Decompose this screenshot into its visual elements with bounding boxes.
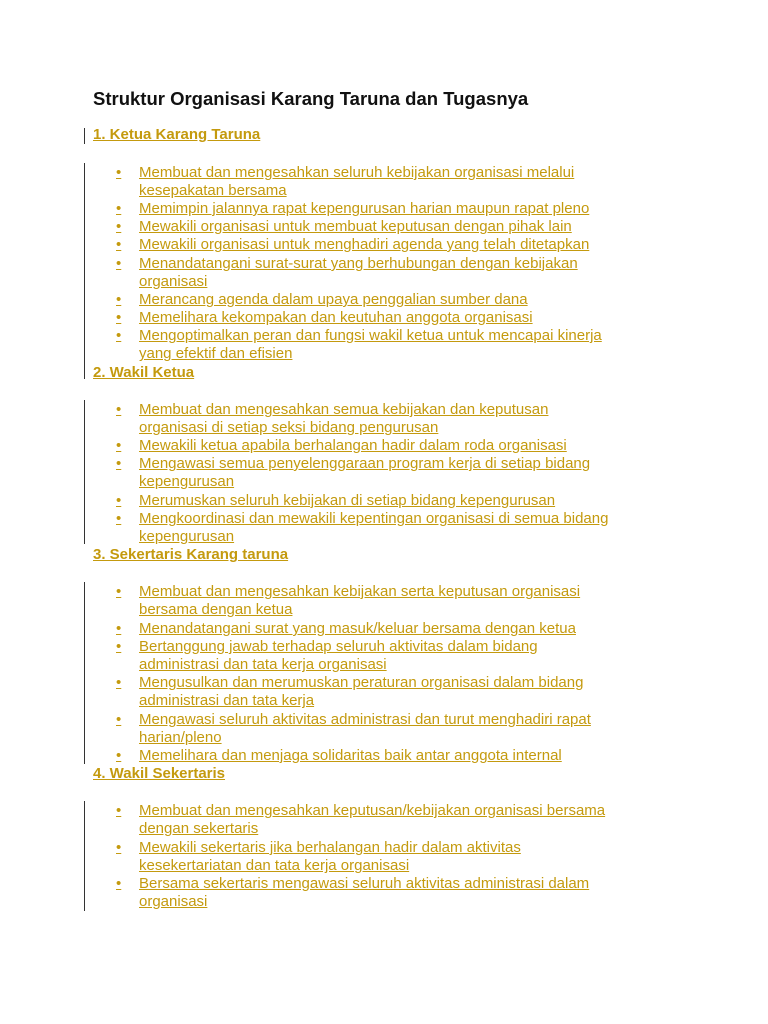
- list-item-link[interactable]: Membuat dan mengesahkan semua kebijakan dan keputusan organisasi di setiap seksi bidang pengurusan: [139, 401, 549, 437]
- bullet-icon: •: [116, 583, 122, 600]
- list-item[interactable]: [116, 674, 676, 710]
- list-item-link[interactable]: Mewakili organisasi untuk menghadiri agenda yang telah ditetapkan: [139, 236, 590, 253]
- list-item-link[interactable]: Memimpin jalannya rapat kepengurusan harian maupun rapat pleno: [139, 200, 590, 217]
- bullet-icon: •: [116, 674, 122, 691]
- list-item-link[interactable]: Mengkoordinasi dan mewakili kepentingan organisasi di semua bidang kepengurusan: [139, 510, 609, 546]
- section-marker: [84, 128, 85, 144]
- list-item[interactable]: [116, 455, 676, 491]
- bullet-icon: •: [116, 291, 122, 308]
- bullet-icon: •: [116, 327, 122, 344]
- bullet-icon: •: [116, 711, 122, 728]
- section-heading-link[interactable]: 2. Wakil Ketua: [93, 364, 195, 381]
- list-marker: [84, 582, 85, 764]
- list-item[interactable]: [116, 875, 676, 911]
- list-item[interactable]: [116, 492, 676, 510]
- list-item[interactable]: [116, 218, 676, 236]
- list-item[interactable]: [116, 200, 676, 218]
- bullet-icon: •: [116, 164, 122, 181]
- list-item[interactable]: [116, 401, 676, 437]
- list-item-link[interactable]: Memelihara dan menjaga solidaritas baik antar anggota internal: [139, 747, 562, 764]
- list-item-link[interactable]: Mewakili organisasi untuk membuat keputusan dengan pihak lain: [139, 218, 572, 235]
- list-item-link[interactable]: Membuat dan mengesahkan seluruh kebijakan organisasi melalui kesepakatan bersama: [139, 164, 575, 200]
- bullet-icon: •: [116, 492, 122, 509]
- list-item[interactable]: [116, 291, 676, 309]
- list-item-link[interactable]: Bertanggung jawab terhadap seluruh aktivitas dalam bidang administrasi dan tata kerja organisasi: [139, 638, 538, 674]
- list-item[interactable]: [116, 236, 676, 254]
- list-item-link[interactable]: Mengoptimalkan peran dan fungsi wakil ketua untuk mencapai kinerja yang efektif dan efisien: [139, 327, 602, 363]
- list-item[interactable]: [116, 309, 676, 327]
- list-item[interactable]: [116, 437, 676, 455]
- bullet-icon: •: [116, 802, 122, 819]
- list-item-link[interactable]: Membuat dan mengesahkan kebijakan serta keputusan organisasi bersama dengan ketua: [139, 583, 581, 619]
- list-item[interactable]: [116, 638, 676, 674]
- bullet-icon: •: [116, 437, 122, 454]
- list-item[interactable]: [116, 583, 676, 619]
- list-item[interactable]: [116, 327, 676, 363]
- list-item[interactable]: [116, 839, 676, 875]
- list-item-link[interactable]: Mengawasi seluruh aktivitas administrasi dan turut menghadiri rapat harian/pleno: [139, 711, 591, 747]
- bullet-icon: •: [116, 638, 122, 655]
- list-item-link[interactable]: Menandatangani surat yang masuk/keluar bersama dengan ketua: [139, 620, 576, 637]
- bullet-icon: •: [116, 236, 122, 253]
- list-item-link[interactable]: Merancang agenda dalam upaya penggalian sumber dana: [139, 291, 528, 308]
- section-heading-link[interactable]: 4. Wakil Sekertaris: [93, 765, 226, 782]
- list-item-link[interactable]: Mewakili sekertaris jika berhalangan hadir dalam aktivitas kesekertariatan dan tata kerja organisasi: [139, 839, 521, 875]
- section-heading-link[interactable]: 1. Ketua Karang Taruna: [93, 126, 261, 143]
- bullet-icon: •: [116, 218, 122, 235]
- list-item[interactable]: [116, 620, 676, 638]
- list-item[interactable]: [116, 164, 676, 200]
- list-item-link[interactable]: Membuat dan mengesahkan keputusan/kebijakan organisasi bersama dengan sekertaris: [139, 802, 606, 838]
- list-marker: [84, 801, 85, 911]
- list-item[interactable]: [116, 802, 676, 838]
- bullet-icon: •: [116, 401, 122, 418]
- bullet-icon: •: [116, 200, 122, 217]
- list-item[interactable]: [116, 747, 676, 765]
- list-item-link[interactable]: Merumuskan seluruh kebijakan di setiap bidang kepengurusan: [139, 492, 556, 509]
- bullet-icon: •: [116, 255, 122, 272]
- bullet-icon: •: [116, 875, 122, 892]
- bullet-icon: •: [116, 839, 122, 856]
- list-marker: [84, 400, 85, 544]
- bullet-icon: •: [116, 309, 122, 326]
- list-marker: [84, 163, 85, 379]
- bullet-icon: •: [116, 510, 122, 527]
- section-heading-link[interactable]: 3. Sekertaris Karang taruna: [93, 546, 289, 563]
- bullet-icon: •: [116, 620, 122, 637]
- list-item-link[interactable]: Mengawasi semua penyelenggaraan program kerja di setiap bidang kepengurusan: [139, 455, 591, 491]
- bullet-icon: •: [116, 747, 122, 764]
- list-item-link[interactable]: Mewakili ketua apabila berhalangan hadir dalam roda organisasi: [139, 437, 567, 454]
- list-item[interactable]: [116, 255, 676, 291]
- list-item-link[interactable]: Memelihara kekompakan dan keutuhan anggota organisasi: [139, 309, 533, 326]
- page-title: Struktur Organisasi Karang Taruna dan Tugasnya: [93, 88, 529, 109]
- bullet-icon: •: [116, 455, 122, 472]
- list-item[interactable]: [116, 711, 676, 747]
- list-item[interactable]: [116, 510, 676, 546]
- list-item-link[interactable]: Menandatangani surat-surat yang berhubungan dengan kebijakan organisasi: [139, 255, 578, 291]
- list-item-link[interactable]: Mengusulkan dan merumuskan peraturan organisasi dalam bidang administrasi dan tata kerja: [139, 674, 584, 710]
- list-item-link[interactable]: Bersama sekertaris mengawasi seluruh aktivitas administrasi dalam organisasi: [139, 875, 590, 911]
